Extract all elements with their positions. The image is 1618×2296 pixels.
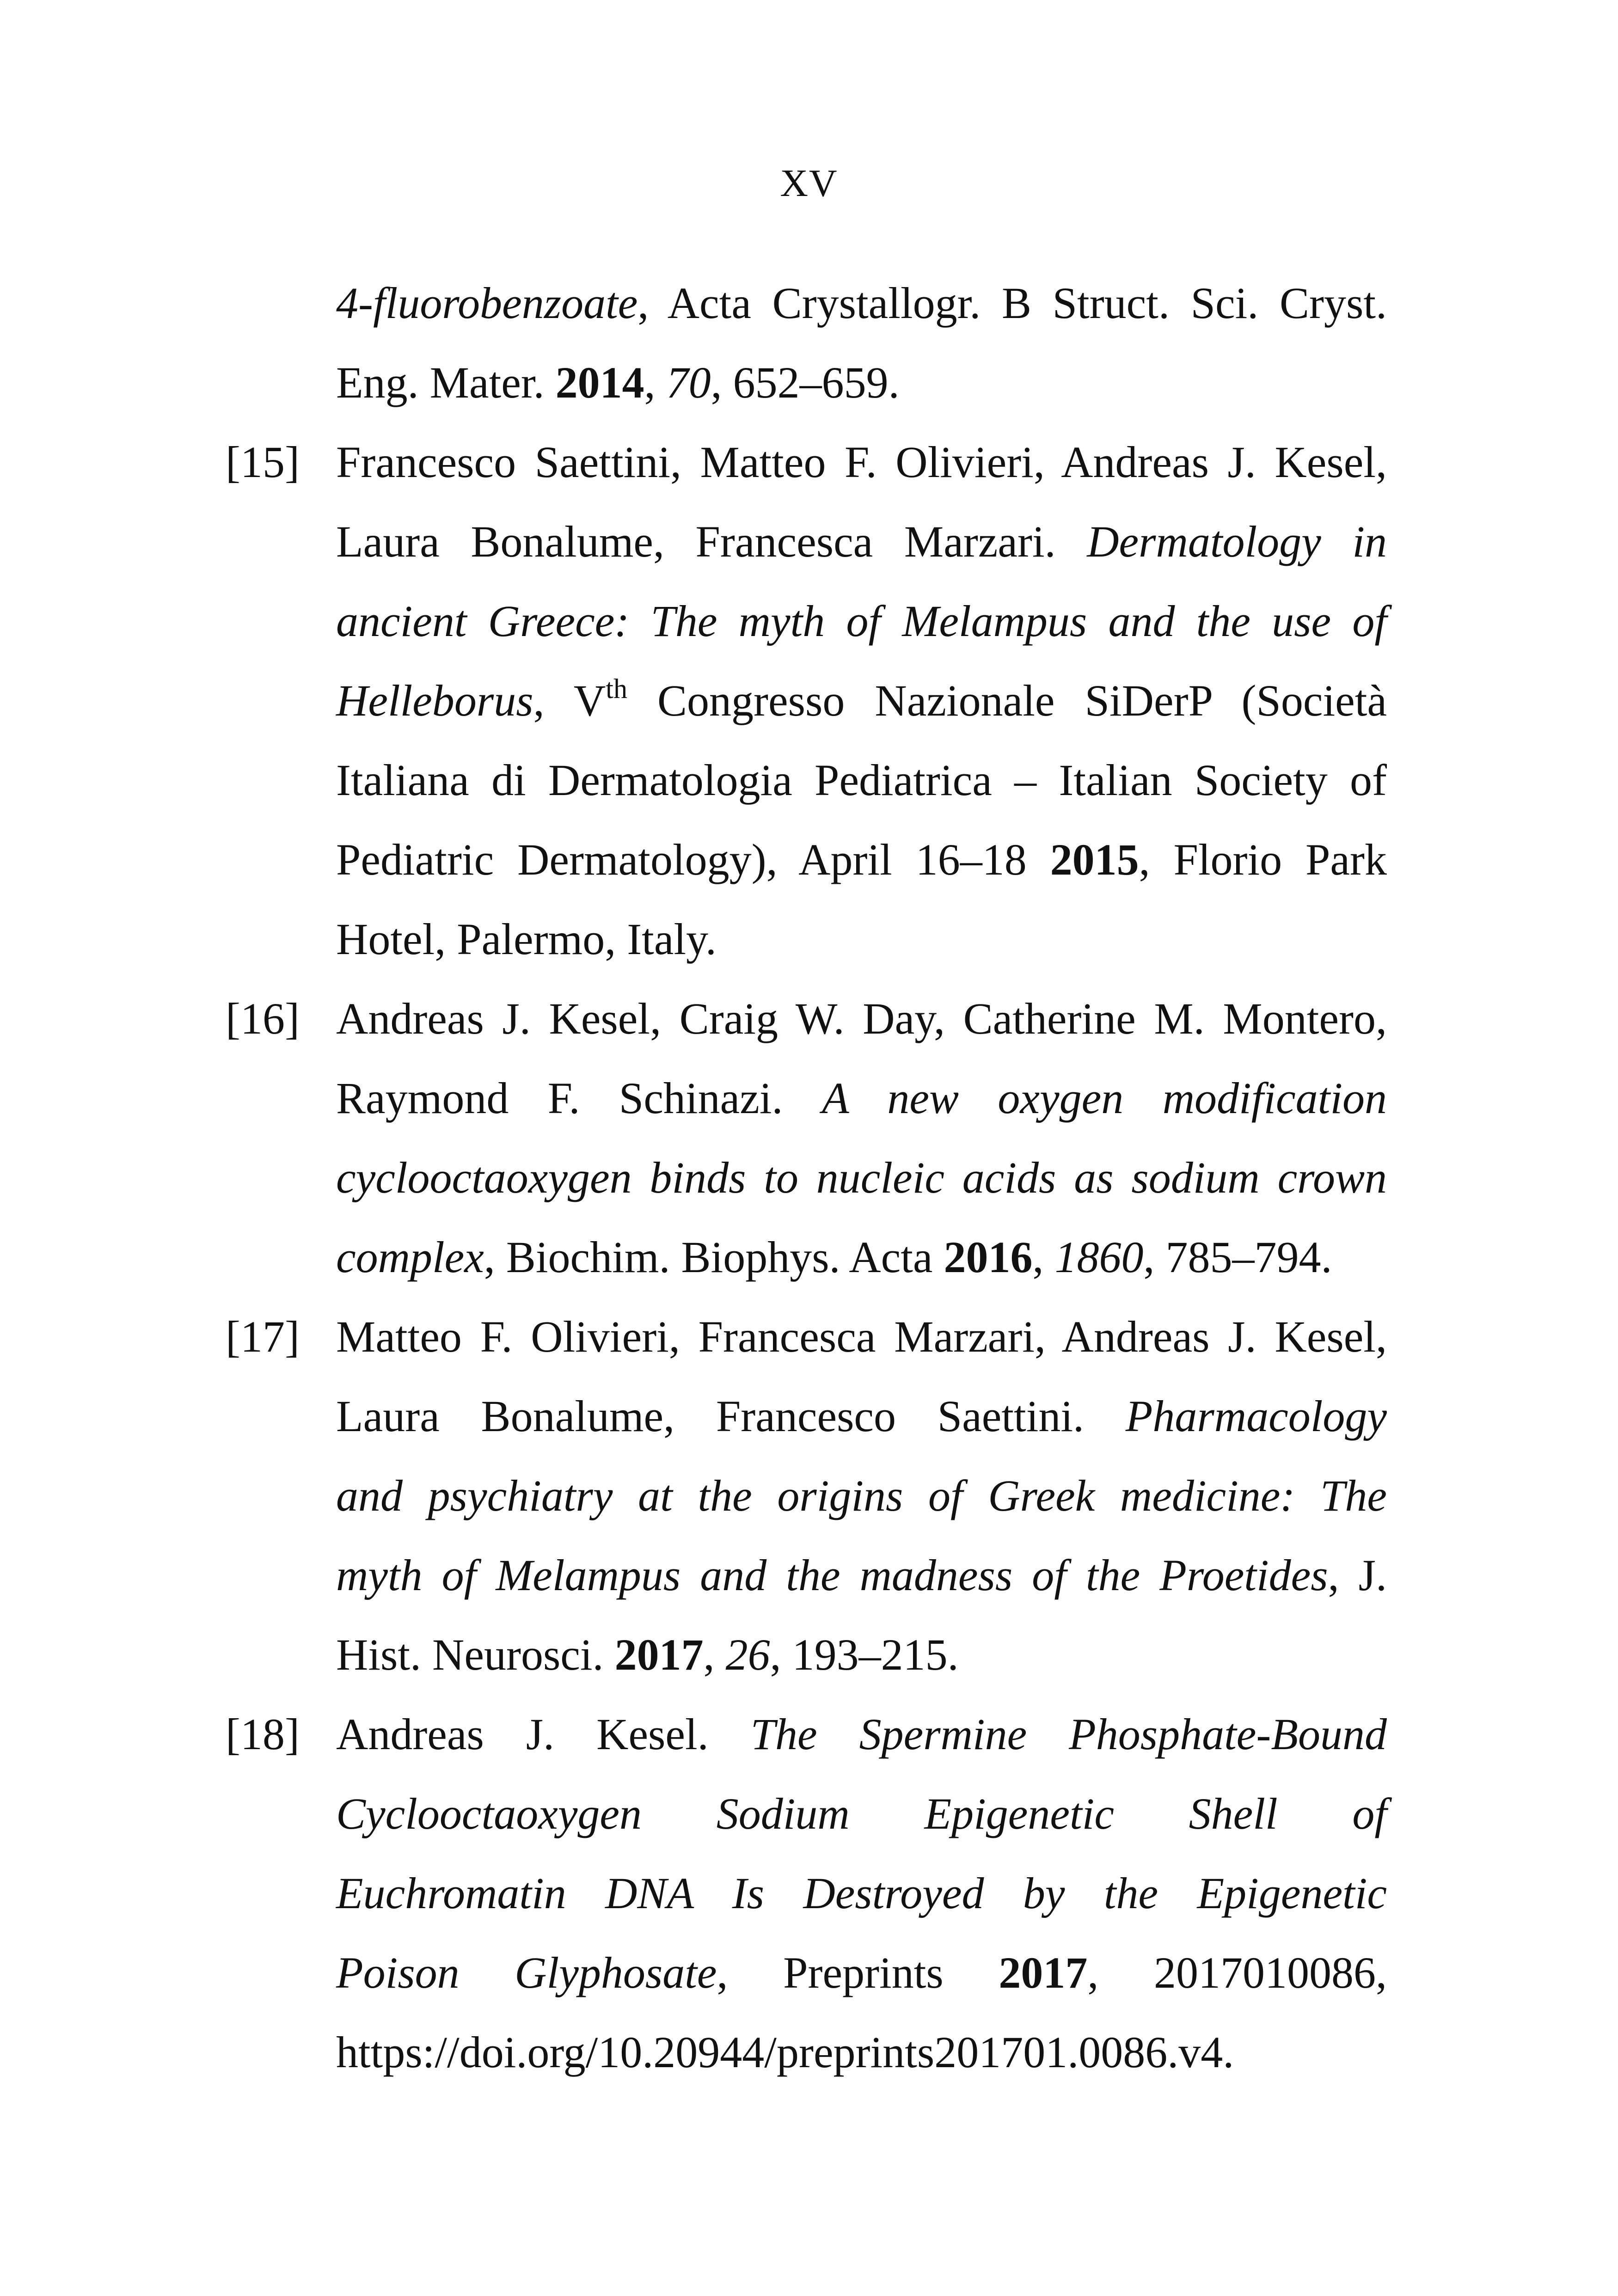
reference-18 (226, 1695, 1387, 2092)
text-run: https://doi.org/10.20944/preprints201701.0086.v4. (336, 2027, 1234, 2077)
text-run: Laura Bonalume, Francesco Saettini. (336, 1391, 1126, 1441)
text-run: , 193–215. (770, 1630, 959, 1679)
reference-text (336, 263, 1387, 422)
text-run: Helleborus (336, 676, 533, 725)
reference-line (336, 343, 1387, 422)
text-run: A new oxygen modification (821, 1073, 1387, 1123)
text-run: , Acta Crystallogr. B Struct. Sci. Cryst. (637, 278, 1387, 328)
reference-line (336, 502, 1387, 582)
text-run: Euchromatin DNA Is Destroyed by the Epigenetic (336, 1868, 1387, 1918)
reference-line (336, 900, 1387, 979)
reference-line (336, 820, 1387, 900)
text-run: 2017 (999, 1948, 1088, 1997)
reference-17 (226, 1297, 1387, 1695)
reference-text (336, 1695, 1387, 2092)
text-run: Hotel, Palermo, Italy. (336, 914, 717, 964)
reference-text (336, 422, 1387, 979)
text-run: Dermatology in (1087, 517, 1387, 566)
text-run: cyclooctaoxygen binds to nucleic acids as sodium crown (336, 1153, 1387, 1202)
text-run: 4-fluorobenzoate (336, 278, 638, 328)
reference-number: [15] (226, 437, 300, 487)
text-run: myth of Melampus and the madness of the Proetides (336, 1550, 1328, 1600)
reference-line (336, 1377, 1387, 1456)
text-run: 2016 (944, 1232, 1033, 1282)
text-run: Hist. Neurosci. (336, 1630, 615, 1679)
text-run: Raymond F. Schinazi. (336, 1073, 822, 1123)
text-run: , Biochim. Biophys. Acta (484, 1232, 944, 1282)
reference-line (336, 1218, 1387, 1297)
reference-line (336, 422, 1387, 502)
reference-line (336, 1456, 1387, 1536)
text-run: , 652–659. (711, 358, 900, 407)
reference-line (336, 1536, 1387, 1615)
text-run: , Florio Park (1139, 835, 1387, 884)
text-run: , Preprints (717, 1948, 999, 1997)
page-number: XV (780, 162, 838, 205)
reference-line (336, 1774, 1387, 1854)
reference-number: [18] (226, 1709, 300, 1759)
text-run: 70 (666, 358, 711, 407)
reference-number: [16] (226, 994, 300, 1043)
text-run: , 2017010086, (1087, 1948, 1387, 1997)
text-run: complex (336, 1232, 484, 1282)
text-run: Poison Glyphosate (336, 1948, 717, 1997)
text-run: Andreas J. Kesel. (336, 1709, 751, 1759)
reference-line (336, 979, 1387, 1059)
text-run: and psychiatry at the origins of Greek medicine: The (336, 1471, 1387, 1520)
reference-line (336, 661, 1387, 741)
text-run: , J. (1328, 1550, 1387, 1600)
text-run: Eng. Mater. (336, 358, 556, 407)
text-run: Italiana di Dermatologia Pediatrica – Italian Society of (336, 755, 1387, 805)
text-run: Francesco Saettini, Matteo F. Olivieri, Andreas J. Kesel, (336, 437, 1387, 487)
text-run: , 785–794. (1143, 1232, 1332, 1282)
reference-16 (226, 979, 1387, 1297)
text-run: 2017 (614, 1630, 704, 1679)
reference-line (336, 582, 1387, 661)
reference-line (336, 263, 1387, 343)
text-run: , (644, 358, 667, 407)
text-run: Pharmacology (1125, 1391, 1387, 1441)
reference-line (336, 741, 1387, 820)
text-run: , (703, 1630, 726, 1679)
text-run: 2014 (555, 358, 644, 407)
text-run: , (1032, 1232, 1055, 1282)
text-run: Pediatric Dermatology), April 16–18 (336, 835, 1050, 884)
reference-line (336, 2013, 1387, 2092)
reference-text (336, 979, 1387, 1297)
text-run: Matteo F. Olivieri, Francesca Marzari, Andreas J. Kesel, (336, 1312, 1387, 1361)
text-run: , V (533, 676, 606, 725)
text-run: 2015 (1050, 835, 1139, 884)
reference-15 (226, 422, 1387, 979)
text-run: Andreas J. Kesel, Craig W. Day, Catherine M. Montero, (336, 994, 1387, 1043)
text-run: Laura Bonalume, Francesca Marzari. (336, 517, 1087, 566)
reference-line (336, 1059, 1387, 1138)
reference-text (336, 1297, 1387, 1695)
reference-line (336, 1138, 1387, 1218)
reference-line (336, 1695, 1387, 1774)
superscript: th (606, 673, 627, 704)
reference-line (336, 1933, 1387, 2013)
text-run: 26 (725, 1630, 770, 1679)
reference-line (336, 1297, 1387, 1377)
reference-continuation (226, 263, 1387, 422)
reference-number: [17] (226, 1312, 300, 1361)
reference-list (226, 263, 1387, 2092)
reference-line (336, 1854, 1387, 1933)
reference-line (336, 1615, 1387, 1695)
text-run: ancient Greece: The myth of Melampus and the use of (336, 596, 1387, 646)
text-run: 1860 (1054, 1232, 1144, 1282)
text-run: Cyclooctaoxygen Sodium Epigenetic Shell of (336, 1789, 1387, 1838)
text-run: Congresso Nazionale SiDerP (Società (627, 676, 1387, 725)
text-run: The Spermine Phosphate-Bound (750, 1709, 1387, 1759)
